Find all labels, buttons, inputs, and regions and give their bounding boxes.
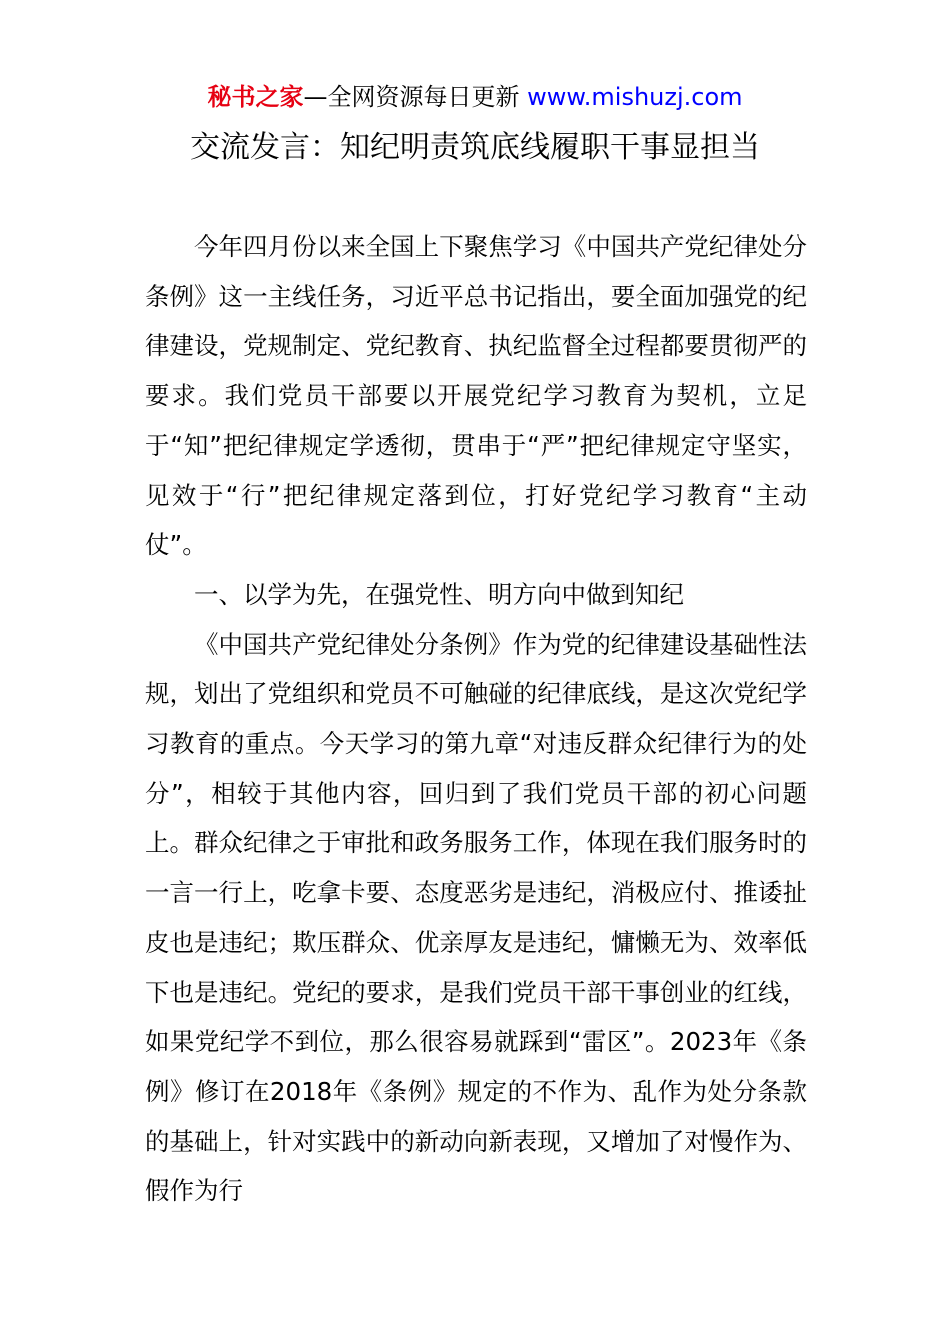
site-banner (0, 80, 950, 114)
paragraph-section-1: 《中国共产党纪律处分条例》作为党的纪律建设基础性法规，划出了党组织和党员不可触碰的纪律底线，是这次党纪学习教育的重点。今天学习的第九章“对违反群众纪律行为的处分”，相较于其他内容，回归到了我们党员干部的初心问题上。群众纪律之于审批和政务服务工作，体现在我们服务时的一言一行上，吃拿卡要、态度恶劣是违纪，消极应付、推诿扯皮也是违纪；欺压群众、优亲厚友是违纪，慵懒无为、效率低下也是违纪。党纪的要求，是我们党员干部干事创业的红线，如果党纪学不到位，那么很容易就踩到“雷区”。2023年《条例》修订在2018年《条例》规定的不作为、乱作为处分条款的基础上，针对实践中的新动向新表现，又增加了对慢作为、假作为行 (145, 629, 807, 1206)
section-heading-1: 一、以学为先，在强党性、明方向中做到知纪 (194, 579, 684, 609)
banner-tagline: —全网资源每日更新 (303, 83, 528, 111)
document-body (145, 222, 807, 1216)
paragraph-intro: 今年四月份以来全国上下聚焦学习《中国共产党纪律处分条例》这一主线任务，习近平总书记指出，要全面加强党的纪律建设，党规制定、党纪教育、执纪监督全过程都要贯彻严的要求。我们党员干部要以开展党纪学习教育为契机，立足于“知”把纪律规定学透彻，贯串于“严”把纪律规定守坚实，见效于“行”把纪律规定落到位，打好党纪学习教育“主动仗”。 (145, 232, 807, 560)
site-url-link[interactable]: www.mishuzj.com (527, 83, 743, 111)
document-title: 交流发言：知纪明责筑底线履职干事显担当 (190, 130, 760, 165)
brand-name: 秘书之家 (207, 83, 304, 111)
